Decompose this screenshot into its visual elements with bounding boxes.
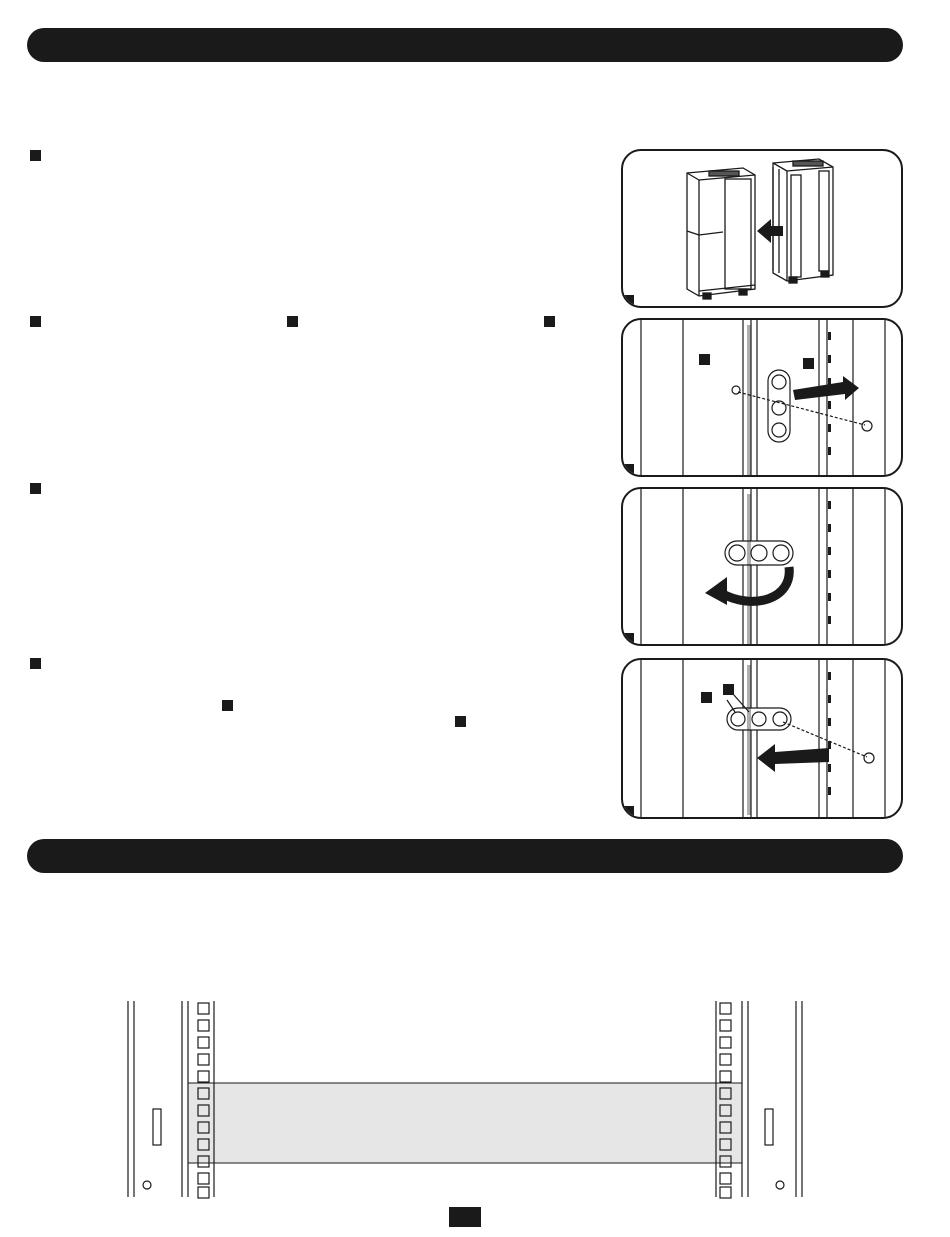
bracket-reattach-illustration: [623, 660, 903, 819]
step-bullet-2: [30, 316, 41, 327]
step-bullet-4: [30, 658, 41, 669]
step-bullet-4b: [222, 700, 233, 711]
rack-rail-illustration: [120, 997, 810, 1202]
figure-label-3: [623, 633, 634, 644]
bracket-rotation-illustration: [623, 489, 903, 646]
figure-panel-1: [621, 149, 903, 308]
figure-label-4: [623, 806, 634, 817]
figure-panel-4: [621, 658, 903, 819]
figure-panel-2: [621, 318, 903, 477]
step-bullet-1: [30, 150, 41, 161]
figure-panel-3: [621, 487, 903, 646]
step-bullet-2b: [287, 316, 298, 327]
section-header-bar-2: [27, 839, 903, 873]
page-number: [449, 1207, 481, 1227]
step-bullet-2c: [544, 316, 555, 327]
step-bullet-3: [30, 483, 41, 494]
rack-rail-diagram: [120, 997, 810, 1207]
figure-label-1: [623, 295, 634, 306]
step-bullet-4c: [455, 716, 466, 727]
cabinet-joining-illustration: [623, 151, 903, 308]
section-header-bar-1: [27, 28, 903, 62]
figure-label-2: [623, 464, 634, 475]
bracket-removal-illustration: [623, 320, 903, 477]
